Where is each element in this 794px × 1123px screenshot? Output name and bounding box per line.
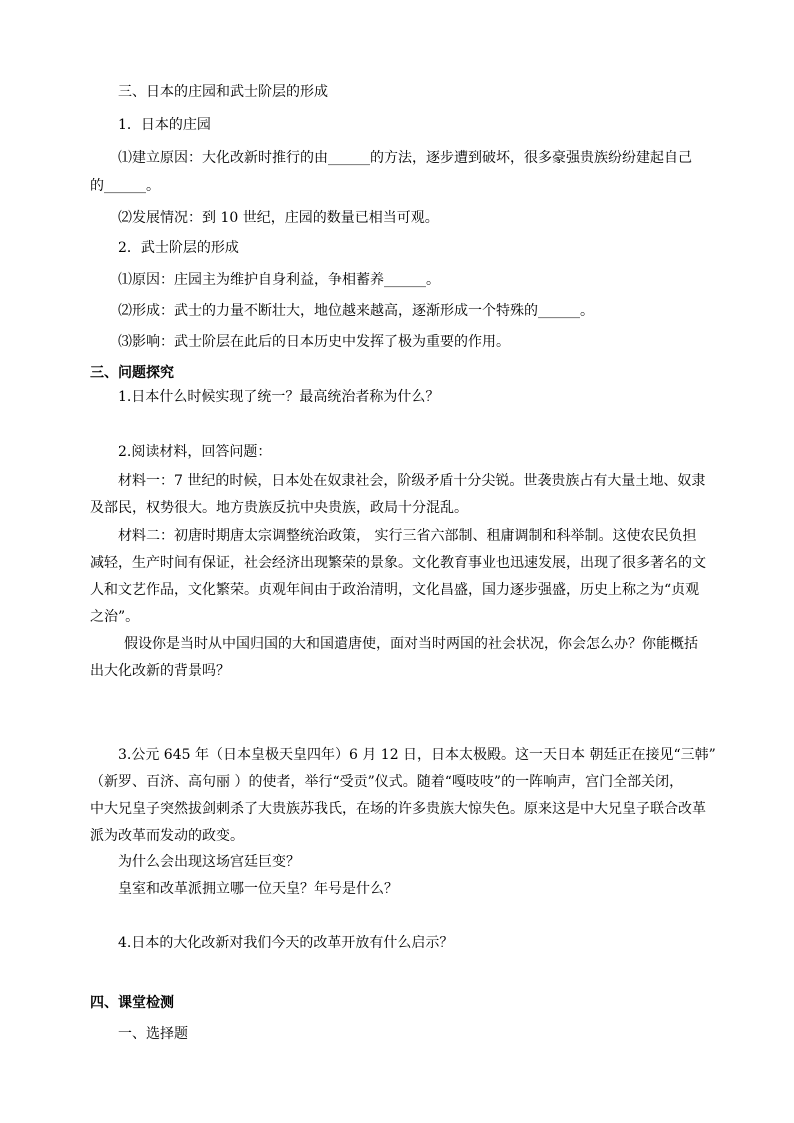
paragraph-line: 及部民，权势很大。地方贵族反抗中央贵族，政局十分混乱。: [90, 500, 468, 516]
paragraph-line: 材料一：7 世纪的时候，日本处在奴隶社会，阶级矛盾十分尖锐。世袭贵族占有大量土地、奴隶: [118, 473, 706, 489]
question: 皇室和改革派拥立哪一位天皇？年号是什么？: [118, 881, 398, 897]
paragraph-line: ⑵发展情况：到 10 世纪，庄园的数量已相当可观。: [118, 210, 439, 226]
paragraph-line: （新罗、百济、高句丽 ）的使者，举行“受贡”仪式。随着“嘎吱吱”的一阵响声，宫门全部关闭，: [90, 774, 684, 790]
question: 4.日本的大化改新对我们今天的改革开放有什么启示？: [118, 935, 454, 951]
paragraph-line: 出大化改新的背景吗？: [90, 663, 230, 679]
section-heading: 四、课堂检测: [90, 995, 174, 1011]
question: 2.阅读材料，回答问题：: [118, 444, 272, 460]
question: 为什么会出现这场宫廷巨变？: [118, 854, 300, 870]
paragraph-line: 材料二：初唐时期唐太宗调整统治政策， 实行三省六部制、租庸调制和科举制。这使农民负担: [118, 528, 697, 544]
paragraph-line: 派为改革而发动的政变。: [90, 828, 244, 844]
paragraph-line: 之治”。: [90, 609, 140, 625]
section-heading: 三、问题探究: [90, 365, 174, 381]
paragraph-line: 减轻，生产时间有保证，社会经济出现繁荣的景象。文化教育事业也迅速发展，出现了很多著名的文: [90, 555, 706, 571]
paragraph-line: ⑴原因：庄园主为维护自身利益，争相蓄养______。: [118, 272, 440, 288]
question: 3.公元 645 年（日本皇极天皇四年）6 月 12 日，日本太极殿。这一天日本 朝廷正在接见“三韩”: [118, 747, 716, 763]
paragraph-line: ⑴建立原因：大化改新时推行的由______的方法，逐步遭到破坏，很多豪强贵族纷纷建起自己: [118, 150, 692, 166]
question: 1.日本什么时候实现了统一？最高统治者称为什么？: [118, 389, 440, 405]
paragraph-line: 人和文艺作品，文化繁荣。贞观年间由于政治清明，文化昌盛，国力逐步强盛，历史上称之为“贞观: [90, 582, 700, 598]
subheading: 一、选择题: [118, 1026, 188, 1042]
subheading: 2．武士阶层的形成: [118, 240, 239, 256]
section-heading: 三、日本的庄园和武士阶层的形成: [118, 84, 328, 100]
paragraph-line: ⑵形成：武士的力量不断壮大，地位越来越高，逐渐形成一个特殊的______。: [118, 303, 594, 319]
paragraph-line: 假设你是当时从中国归国的大和国遣唐使，面对当时两国的社会状况，你会怎么办？你能概括: [124, 636, 698, 652]
paragraph-line: 中大兄皇子突然拔剑刺杀了大贵族苏我氏，在场的许多贵族大惊失色。原来这是中大兄皇子联合改革: [90, 801, 706, 817]
subheading: 1．日本的庄园: [118, 117, 211, 133]
paragraph-line: ⑶影响：武士阶层在此后的日本历史中发挥了极为重要的作用。: [118, 334, 510, 350]
paragraph-line: 的______。: [90, 178, 160, 194]
